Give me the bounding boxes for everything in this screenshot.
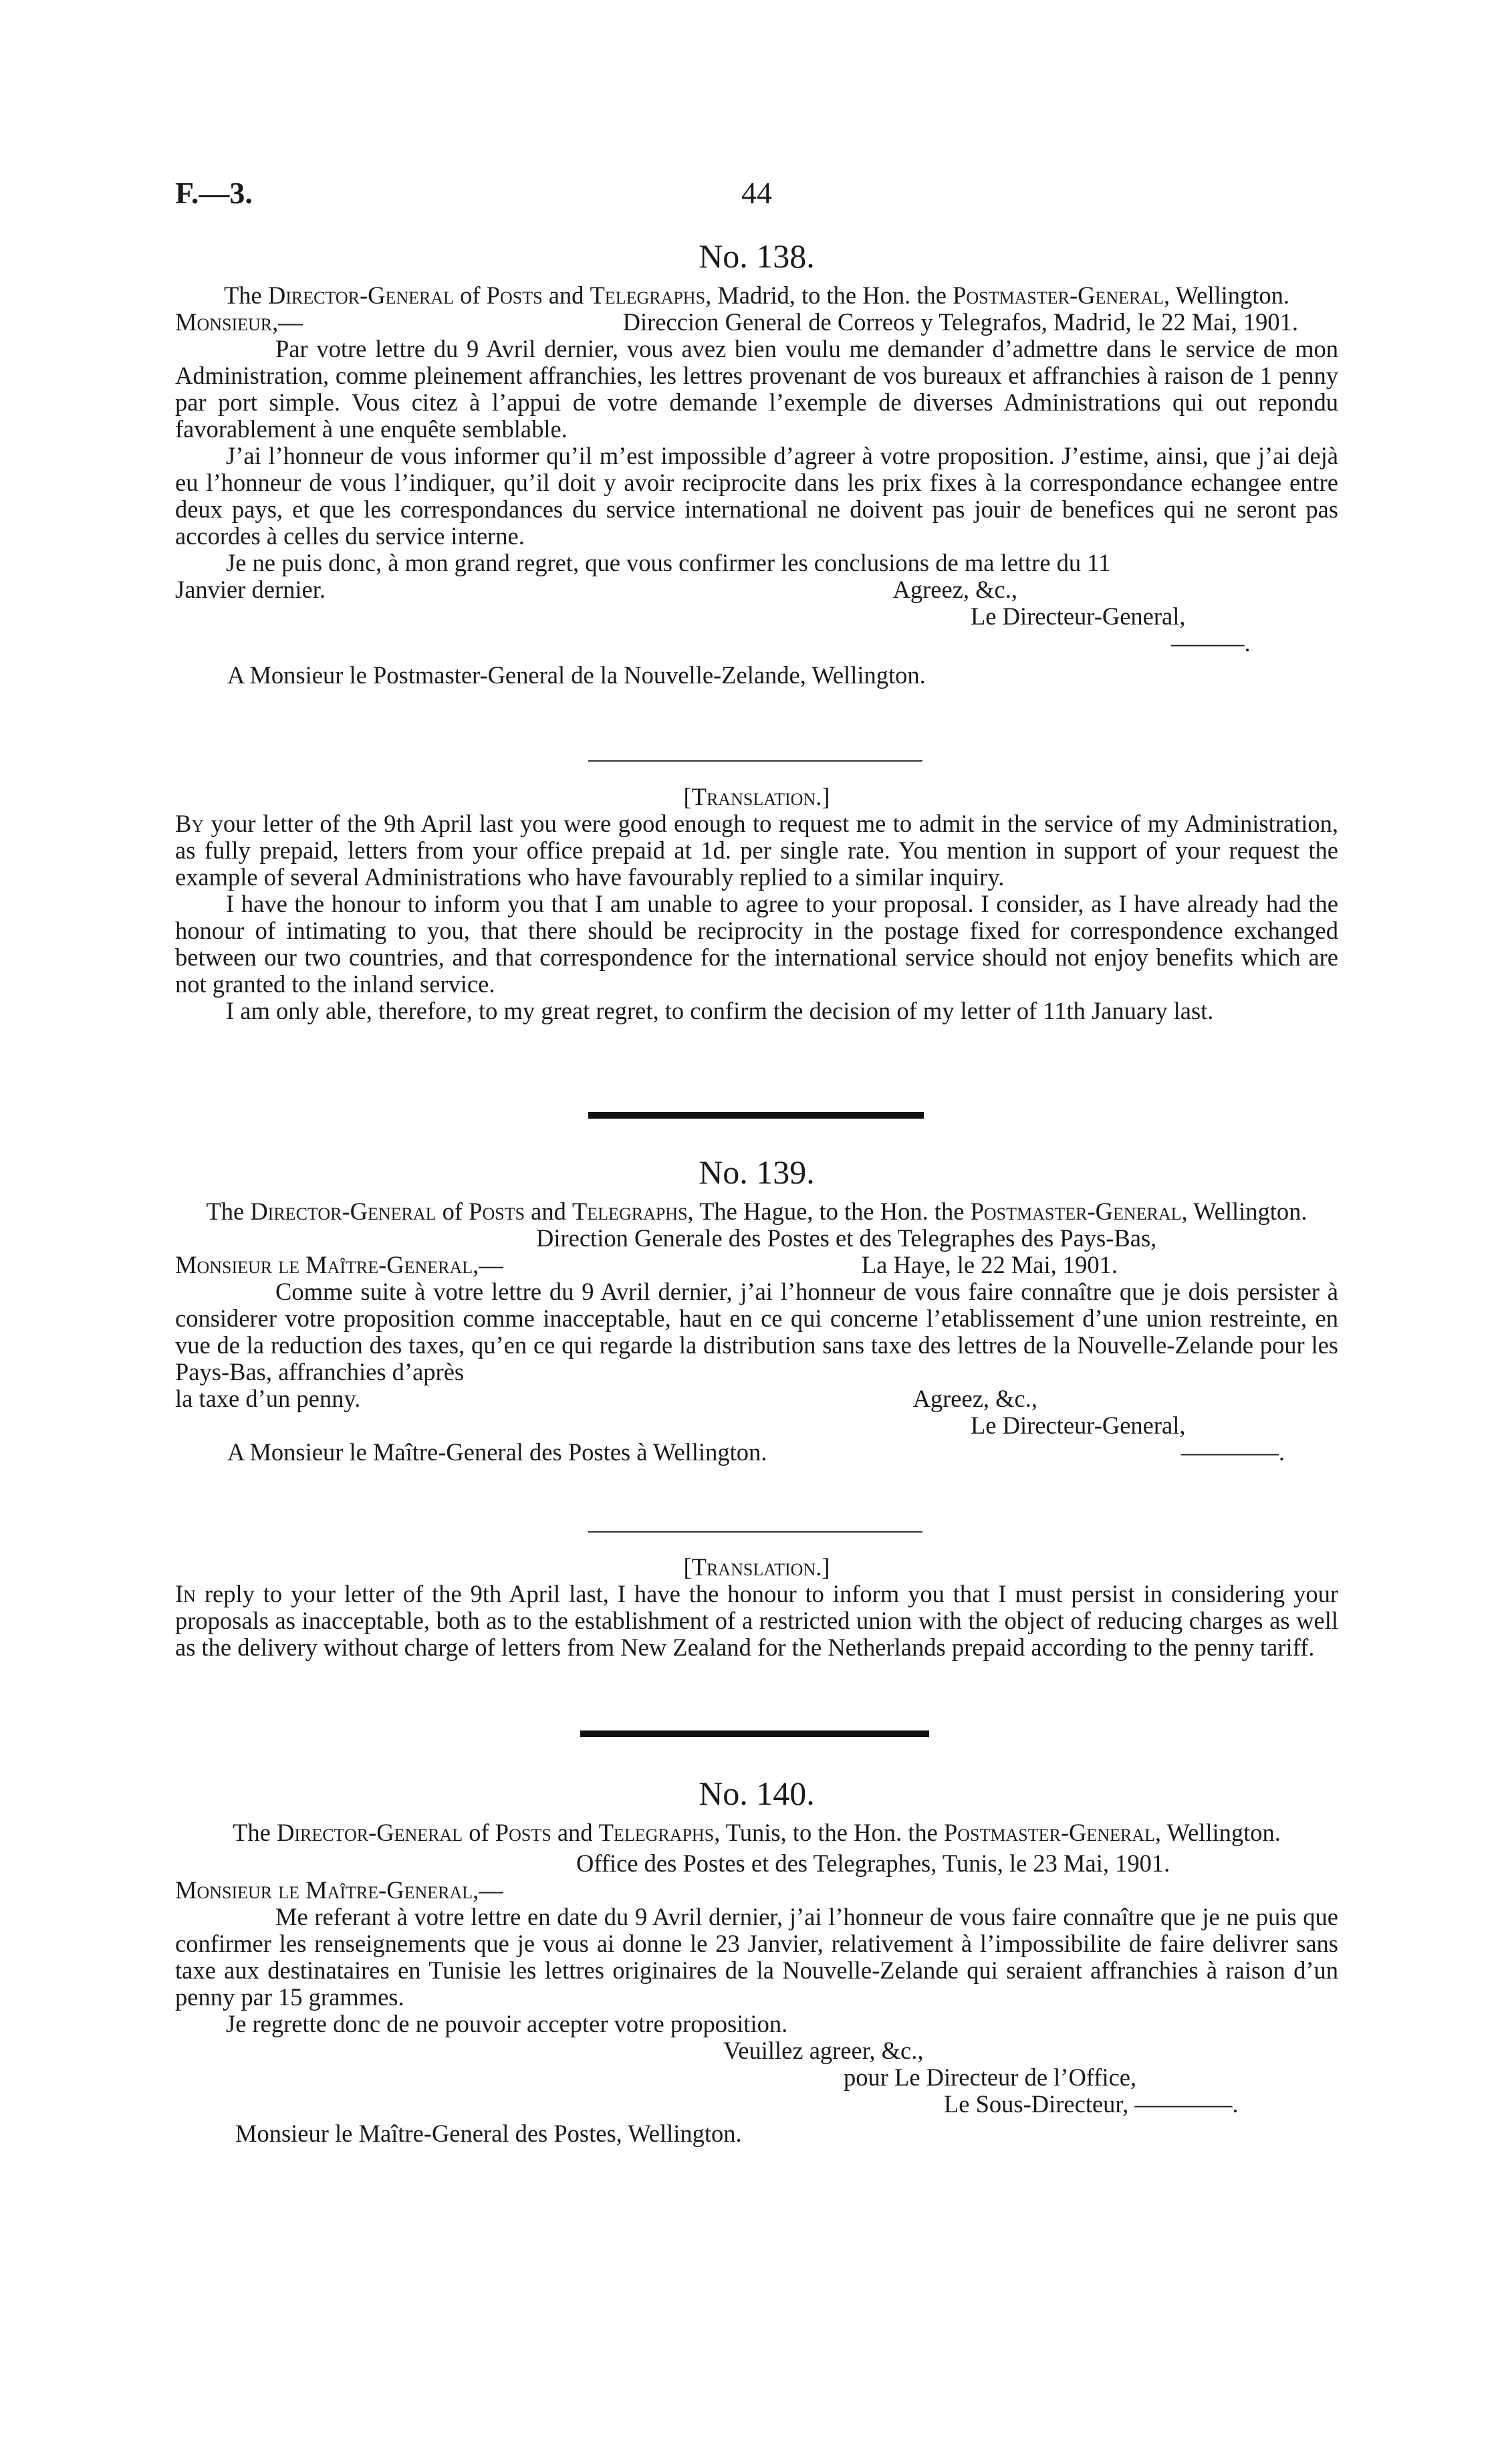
- letter-address: [175, 1198, 1338, 1225]
- paragraph-text: your letter of the 9th April last you were good enough to request me to admit in the service of my Administration, as fully prepaid, letters from your office prepaid at 1d. per single rate. You mention in support of your request the example of several Administrations who have favourably replied to a similar inquiry.: [175, 810, 1338, 891]
- address-text: The: [233, 1819, 271, 1846]
- address-posts: Posts: [495, 1819, 551, 1846]
- paragraph-text: reply to your letter of the 9th April last, I have the honour to inform you that I must persist in considering your proposals as inacceptable, both as to the establishment of a restricted union with the object of reducing charges as well as the delivery without charge of letters from New Zealand for the Netherlands prepaid according to the penny tariff.: [175, 1580, 1338, 1661]
- letter-138: [175, 238, 1338, 689]
- paragraph: J’ai l’honneur de vous informer qu’il m’est impossible d’agreer à votre proposition. J’estime, ainsi, que j’ai dejà eu l’honneur de vous l’indiquer, qu’il doit y avoir reciprocite dans les prix fixes à la correspondance echangee entre deux pays, et que les correspondances du service international ne doivent pas jouir de benefices qui ne seront pas accordes à celles du service interne.: [175, 442, 1338, 550]
- address-recipient: Postmaster-General: [953, 282, 1164, 309]
- translation-label: [Translation.]: [683, 1553, 830, 1581]
- paragraph: [175, 1581, 1338, 1661]
- translation-138: [175, 784, 1338, 1024]
- address-telegraphs: Telegraphs: [598, 1819, 715, 1846]
- address-text: of: [469, 1819, 489, 1846]
- letter-title: No. 140.: [699, 1775, 815, 1812]
- address-sender: Director-General: [250, 1198, 437, 1225]
- address-place: , The Hague, to the Hon. the: [687, 1198, 965, 1225]
- address-recipient: Postmaster-General: [970, 1198, 1182, 1225]
- dateline: Direction Generale des Postes et des Telegraphes des Pays-Bas,: [536, 1224, 1157, 1252]
- divider: [588, 1531, 922, 1533]
- address-text: and: [548, 282, 584, 309]
- signer: pour Le Directeur de l’Office,: [844, 2063, 1137, 2091]
- address-text: and: [557, 1819, 593, 1846]
- paragraph: Par votre lettre du 9 Avril dernier, vous avez bien voulu me demander d’admettre dans le service de mon Administration, comme pleinement affranchies, les lettres provenant de vos bureaux et affranchies à raison de 1 penny par port simple. Vous citez à l’appui de votre demande l’exemple de diverses Administrations qui out repondu favorablement à une enquête semblable.: [175, 335, 1338, 443]
- salutation: Monsieur,—: [175, 308, 303, 336]
- address-city: , Wellington.: [1181, 1198, 1308, 1225]
- address-text: and: [531, 1198, 566, 1225]
- lead-word: In: [175, 1580, 196, 1607]
- recipient: A Monsieur le Postmaster-General de la Nouvelle-Zelande, Wellington.: [227, 661, 926, 689]
- dateline: Office des Postes et des Telegraphes, Tunis, le 23 Mai, 1901.: [576, 1850, 1170, 1877]
- divider: [588, 760, 922, 762]
- translation-139: [175, 1554, 1338, 1661]
- address-text: The: [206, 1198, 245, 1225]
- address-text: of: [442, 1198, 463, 1225]
- letter-139: [175, 1154, 1338, 1466]
- recipient: Monsieur le Maître-General des Postes, Wellington.: [235, 2120, 742, 2147]
- salutation: Monsieur le Maître-General,—: [175, 1876, 503, 1904]
- address-text: of: [460, 282, 481, 309]
- address-place: , Tunis, to the Hon. the: [714, 1819, 938, 1846]
- translation-label: [Translation.]: [683, 783, 830, 810]
- signature-dash: ———.: [1171, 629, 1251, 657]
- address-telegraphs: Telegraphs: [590, 282, 706, 309]
- closing: Veuillez agreer, &c.,: [723, 2037, 924, 2064]
- address-sender: Director-General: [276, 1819, 463, 1846]
- page-number: 44: [741, 176, 772, 210]
- address-city: , Wellington.: [1164, 282, 1290, 309]
- salutation-line: [175, 1252, 1338, 1278]
- salutation-line: [175, 309, 1338, 336]
- address-city: , Wellington.: [1154, 1819, 1281, 1846]
- section-divider: [580, 1730, 929, 1737]
- recipient-line: [175, 1439, 1338, 1466]
- paragraph: Je ne puis donc, à mon grand regret, que vous confirmer les conclusions de ma lettre du 11: [226, 549, 1111, 576]
- page-header: [175, 175, 1338, 215]
- paragraph-end: Janvier dernier.: [175, 576, 326, 603]
- address-posts: Posts: [469, 1198, 525, 1225]
- signer: Le Directeur-General,: [971, 602, 1186, 630]
- recipient: A Monsieur le Maître-General des Postes à Wellington.: [227, 1438, 767, 1466]
- paragraph: Me referant à votre lettre en date du 9 Avril dernier, j’ai l’honneur de vous faire connaître que je ne puis que confirmer les renseignements que je vous ai donne le 23 Janvier, relativement à l’impossibilite de faire delivrer sans taxe aux destinataires en Tunisie les lettres originaires de la Nouvelle-Zelande qui seraient affranchies à raison d’un penny par 15 grammes.: [175, 1903, 1338, 2011]
- address-telegraphs: Telegraphs: [572, 1198, 688, 1225]
- section-divider: [588, 1112, 924, 1119]
- address-place: , Madrid, to the Hon. the: [705, 282, 947, 309]
- dateline: La Haye, le 22 Mai, 1901.: [861, 1251, 1118, 1278]
- paragraph-closing-line: [175, 1385, 1338, 1412]
- lead-word: By: [175, 810, 205, 837]
- letter-address: [175, 282, 1338, 309]
- letter-title: No. 138.: [699, 237, 815, 275]
- address-text: The: [223, 282, 262, 309]
- letter-140: [175, 1775, 1338, 2147]
- address-sender: Director-General: [267, 282, 455, 309]
- signer: Le Sous-Directeur, ————.: [944, 2090, 1239, 2118]
- letter-title: No. 139.: [699, 1153, 815, 1191]
- salutation: Monsieur le Maître-General,—: [175, 1251, 503, 1278]
- dateline: Direccion General de Correos y Telegrafos, Madrid, le 22 Mai, 1901.: [622, 308, 1298, 336]
- signature-dash: ————.: [1180, 1438, 1285, 1466]
- report-reference: F.—3.: [175, 176, 253, 210]
- signer: Le Directeur-General,: [971, 1412, 1186, 1439]
- paragraph-closing-line: [175, 576, 1338, 603]
- closing: Agreez, &c.,: [892, 576, 1017, 603]
- paragraph: I am only able, therefore, to my great regret, to confirm the decision of my letter of 11th January last.: [226, 997, 1214, 1024]
- address-recipient: Postmaster-General: [943, 1819, 1155, 1846]
- paragraph: [175, 810, 1338, 891]
- paragraph-end: la taxe d’un penny.: [175, 1385, 361, 1412]
- closing: Agreez, &c.,: [912, 1385, 1037, 1412]
- paragraph: Je regrette donc de ne pouvoir accepter votre proposition.: [226, 2010, 788, 2037]
- paragraph: Comme suite à votre lettre du 9 Avril dernier, j’ai l’honneur de vous faire connaître que je dois persister à considerer votre proposition comme inacceptable, haut en ce qui concerne l’etablissement d’une union restreinte, en vue de la reduction des taxes, qu’en ce qui regarde la distribution sans taxe des lettres de la Nouvelle-Zelande pour les Pays-Bas, affranchies d’après: [175, 1278, 1338, 1385]
- address-posts: Posts: [486, 282, 543, 309]
- paragraph: I have the honour to inform you that I am unable to agree to your proposal. I consider, as I have already had the honour of intimating to you, that there should be reciprocity in the postage fixed for correspondence exchanged between our two countries, and that correspondence for the international service should not enjoy benefits which are not granted to the inland service.: [175, 890, 1338, 998]
- letter-address: [175, 1819, 1338, 1846]
